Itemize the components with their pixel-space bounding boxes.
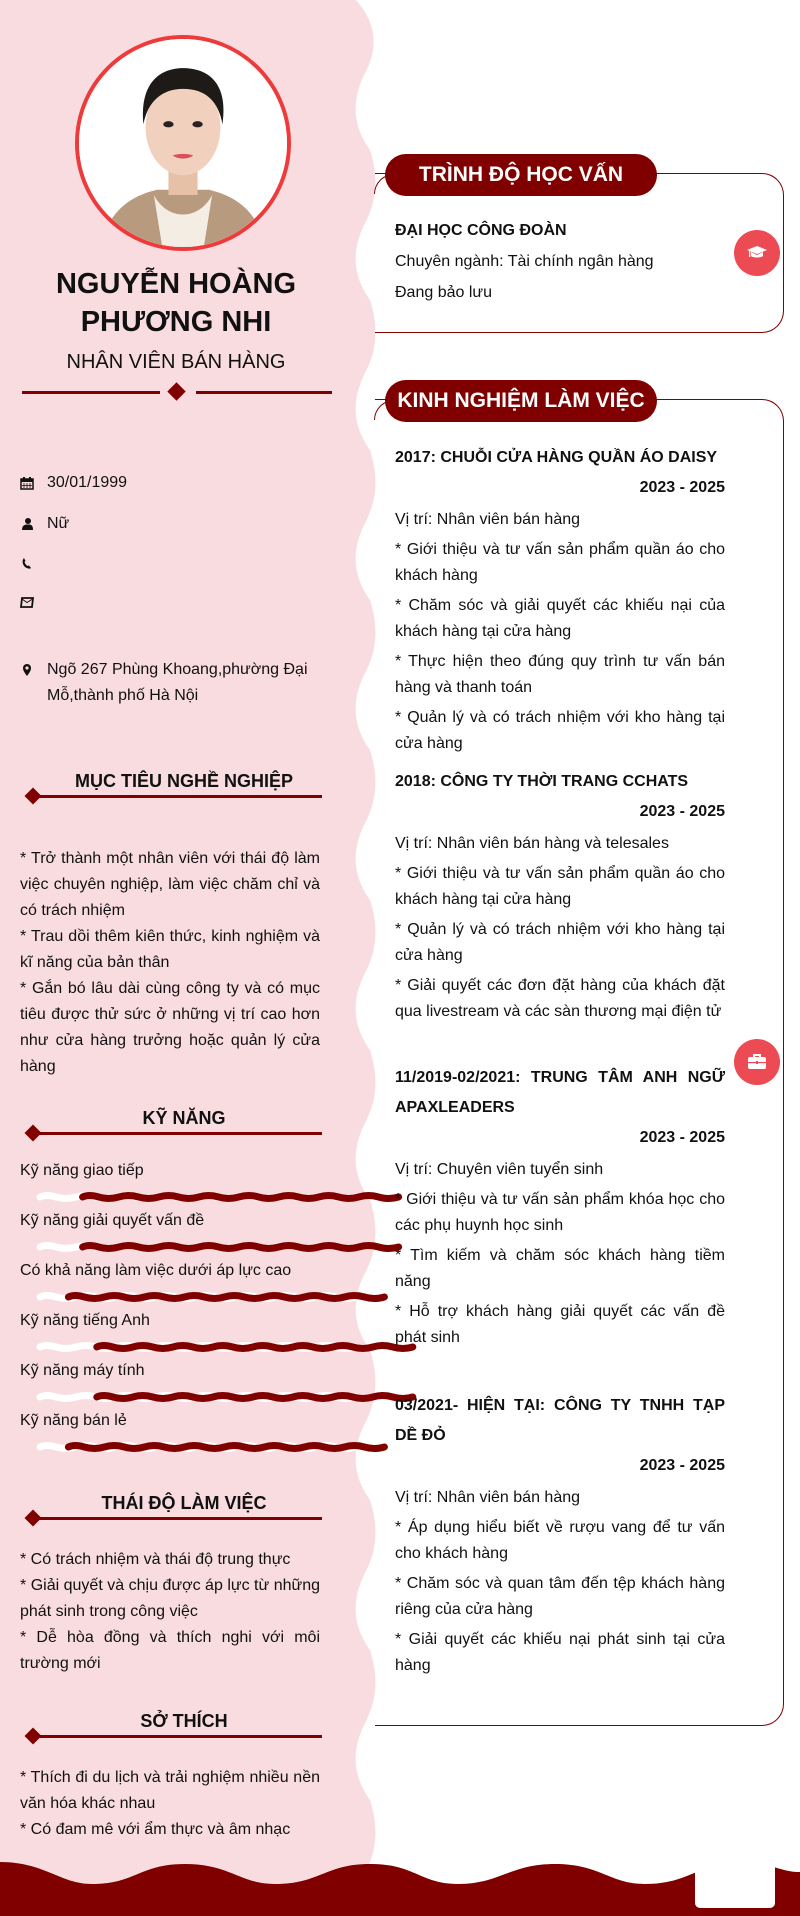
job-period: 2023 - 2025 (639, 479, 725, 496)
education-entry (395, 216, 725, 308)
job-org: 2017: CHUỖI CỬA HÀNG QUẦN ÁO DAISY (395, 449, 718, 466)
objective-item: * Trở thành một nhân viên với thái độ làm việc chuyên nghiệp, làm việc chăm chỉ và có trách nhiệm (20, 850, 320, 919)
envelope-icon (20, 589, 47, 615)
objective-heading (24, 770, 322, 800)
skills-title: KỸ NĂNG (142, 1108, 226, 1128)
contact-birthday (20, 470, 340, 496)
education-status: Đang bảo lưu (395, 284, 492, 301)
job-title: NHÂN VIÊN BÁN HÀNG (66, 351, 286, 373)
skill-label: Kỹ năng bán lẻ (20, 1412, 127, 1429)
skill-bar (36, 1342, 320, 1352)
job-bullet: * Quản lý và có trách nhiệm với kho hàng tại cửa hàng (395, 921, 725, 964)
skill-bar (36, 1192, 320, 1202)
attitude-title: THÁI ĐỘ LÀM VIỆC (101, 1493, 267, 1513)
objective-title: MỤC TIÊU NGHỀ NGHIỆP (74, 771, 293, 791)
job-bullet: * Áp dụng hiểu biết về rượu vang để tư vấn cho khách hàng (395, 1519, 725, 1562)
job-bullet: * Giới thiệu và tư vấn sản phẩm quần áo cho khách hàng tại cửa hàng (395, 865, 725, 908)
diamond-icon (25, 1728, 42, 1745)
skill-bar (36, 1442, 320, 1452)
contact-gender (20, 511, 340, 537)
avatar (75, 35, 291, 251)
hobbies-heading (24, 1710, 322, 1740)
job-bullet: * Giải quyết các khiếu nại phát sinh tại cửa hàng (395, 1631, 725, 1674)
footer-wave (0, 1850, 800, 1916)
skill-bar (36, 1242, 320, 1252)
briefcase-icon (734, 1039, 780, 1085)
contact-address (20, 657, 340, 709)
contact-email (20, 589, 340, 615)
sidebar (0, 0, 360, 1860)
skills-heading (24, 1107, 322, 1137)
skill-label: Kỹ năng tiếng Anh (20, 1312, 150, 1329)
job-org: 03/2021- HIỆN TẠI: CÔNG TY TNHH TẠP DỀ ĐỎ (395, 1397, 725, 1444)
attitude-item: * Giải quyết và chịu được áp lực từ những phát sinh trong công việc (20, 1577, 320, 1620)
name-line-1: NGUYỄN HOÀNG (55, 268, 297, 300)
skill-item (20, 1360, 320, 1410)
job-position: Vị trí: Chuyên viên tuyển sinh (395, 1161, 604, 1178)
job-org: 2018: CÔNG TY THỜI TRANG CCHATS (395, 773, 689, 790)
attitude-text (20, 1547, 320, 1677)
skill-label: Có khả năng làm việc dưới áp lực cao (20, 1262, 292, 1279)
job-period: 2023 - 2025 (639, 1457, 725, 1474)
user-icon (20, 511, 47, 537)
birthday-value: 30/01/1999 (47, 474, 128, 491)
attitude-heading (24, 1492, 322, 1522)
hobbies-text (20, 1765, 320, 1843)
skill-item (20, 1310, 320, 1360)
map-marker-icon (20, 657, 47, 683)
calendar-icon (20, 470, 47, 496)
objective-item: * Gắn bó lâu dài cùng công ty và có mục tiêu được thử sức ở những vị trí cao hơn như cửa hàng trưởng hoặc quản lý cửa hàng (20, 980, 320, 1075)
diamond-icon (25, 1125, 42, 1142)
attitude-item: * Dễ hòa đồng và thích nghi với môi trường mới (20, 1629, 320, 1672)
job-entry (395, 1391, 725, 1679)
objective-text (20, 846, 320, 1080)
skill-label: Kỹ năng máy tính (20, 1362, 145, 1379)
job-bullet: * Chăm sóc và giải quyết các khiếu nại của khách hàng tại cửa hàng (395, 597, 725, 640)
job-bullet: * Giới thiệu và tư vấn sản phẩm quần áo cho khách hàng (395, 541, 725, 584)
job-position: Vị trí: Nhân viên bán hàng (395, 511, 581, 528)
hobbies-title: SỞ THÍCH (140, 1711, 228, 1731)
major: Chuyên ngành: Tài chính ngân hàng (395, 253, 654, 270)
job-position: Vị trí: Nhân viên bán hàng và telesales (395, 835, 669, 852)
graduation-cap-icon (734, 230, 780, 276)
skill-label: Kỹ năng giải quyết vấn đề (20, 1212, 205, 1229)
skill-item (20, 1210, 320, 1260)
name-line-2: PHƯƠNG NHI (80, 306, 272, 338)
job-org: 11/2019-02/2021: TRUNG TÂM ANH NGỮ APAXLEADERS (395, 1069, 725, 1116)
candidate-name (0, 265, 352, 341)
experience-title: KINH NGHIỆM LÀM VIỆC (385, 380, 657, 422)
job-entry (395, 443, 725, 757)
job-position: Vị trí: Nhân viên bán hàng (395, 1489, 581, 1506)
job-bullet: * Giới thiệu và tư vấn sản phẩm khóa học cho các phụ huynh học sinh (395, 1191, 725, 1234)
objective-item: * Trau dồi thêm kiên thức, kinh nghiệm và kĩ năng của bản thân (20, 928, 320, 971)
attitude-item: * Có trách nhiệm và thái độ trung thực (20, 1551, 291, 1568)
contact-phone (20, 550, 340, 576)
gender-value: Nữ (47, 515, 70, 532)
job-bullet: * Chăm sóc và quan tâm đến tệp khách hàng riêng của cửa hàng (395, 1575, 725, 1618)
skill-label: Kỹ năng giao tiếp (20, 1162, 144, 1179)
job-period: 2023 - 2025 (639, 803, 725, 820)
job-period: 2023 - 2025 (639, 1129, 725, 1146)
job-bullet: * Tìm kiếm và chăm sóc khách hàng tiềm năng (395, 1247, 725, 1290)
job-entry (395, 1063, 725, 1351)
diamond-icon (25, 1510, 42, 1527)
job-bullet: * Quản lý và có trách nhiệm với kho hàng tại cửa hàng (395, 709, 725, 752)
skill-item (20, 1260, 320, 1310)
job-bullet: * Giải quyết các đơn đặt hàng của khách đặt qua livestream và các sàn thương mại điện tử (395, 977, 725, 1020)
skill-bar (36, 1292, 320, 1302)
education-title: TRÌNH ĐỘ HỌC VẤN (385, 154, 657, 196)
skill-item (20, 1160, 320, 1210)
hobby-item: * Có đam mê với ẩm thực và âm nhạc (20, 1821, 291, 1838)
profile-photo (79, 39, 287, 247)
address-value: Ngõ 267 Phùng Khoang,phường Đại Mỗ,thành phố Hà Nội (47, 661, 308, 704)
job-bullet: * Thực hiện theo đúng quy trình tư vấn bán hàng và thanh toán (395, 653, 725, 696)
phone-icon (20, 550, 47, 576)
title-divider (22, 385, 332, 399)
hobby-item: * Thích đi du lịch và trải nghiệm nhiều nền văn hóa khác nhau (20, 1769, 320, 1812)
diamond-icon (25, 788, 42, 805)
skill-item (20, 1410, 320, 1460)
school-name: ĐẠI HỌC CÔNG ĐOÀN (395, 222, 567, 239)
job-bullet: * Hỗ trợ khách hàng giải quyết các vấn đề phát sinh (395, 1303, 725, 1346)
job-entry (395, 767, 725, 1025)
skill-bar (36, 1392, 320, 1402)
footer-decoration (695, 1862, 775, 1908)
